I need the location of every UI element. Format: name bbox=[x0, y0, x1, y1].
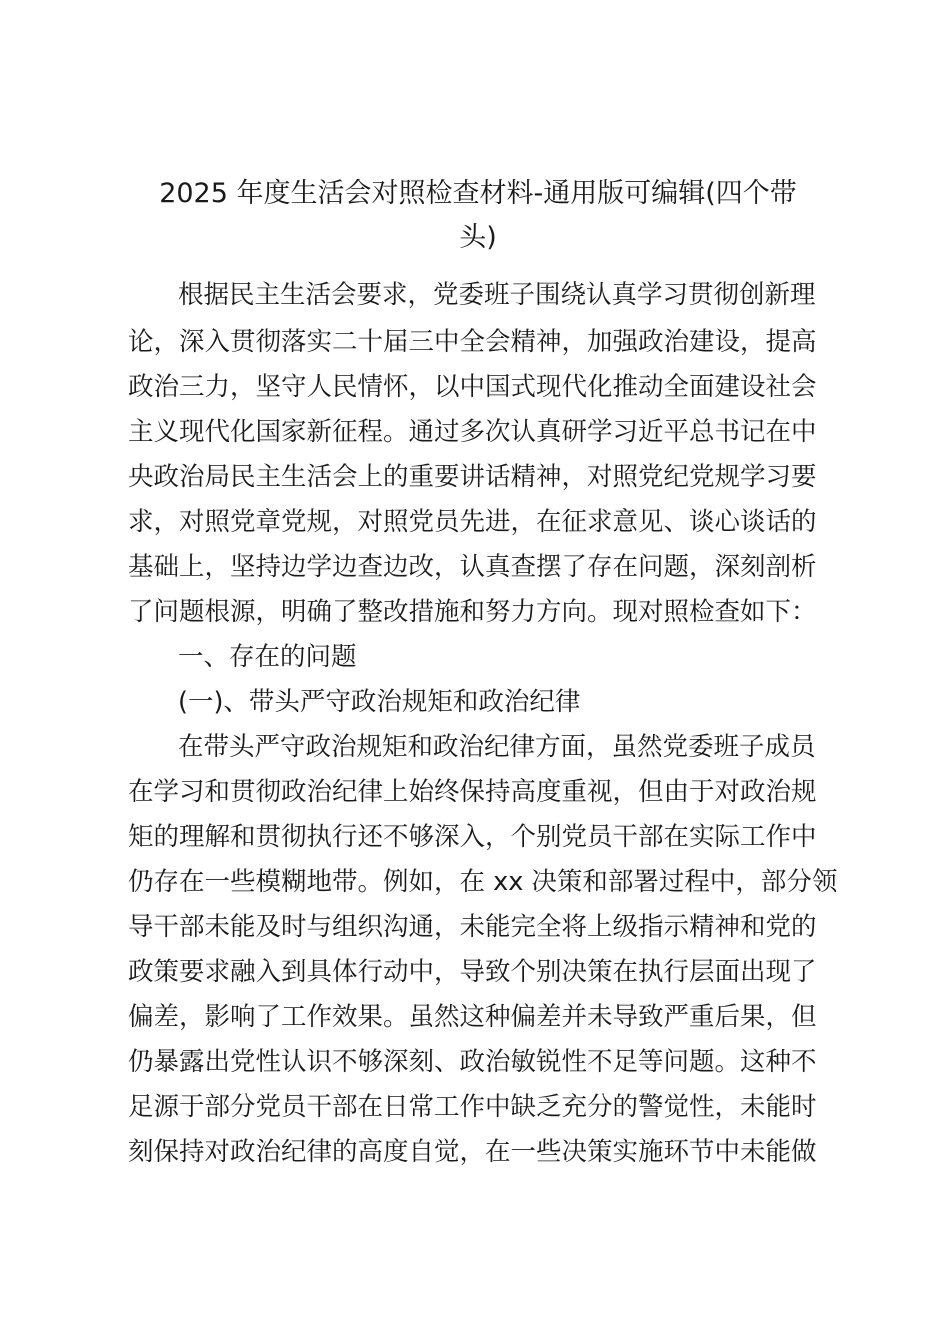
body-line: 央政治局民主生活会上的重要讲话精神，对照党纪党规学习要 bbox=[128, 462, 817, 492]
title-line-2: 头) bbox=[459, 222, 497, 253]
body-line: 导干部未能及时与组织沟通，未能完全将上级指示精神和党的 bbox=[128, 912, 817, 942]
body-line: 仍暴露出党性认识不够深刻、政治敏锐性不足等问题。这种不 bbox=[128, 1047, 817, 1077]
body-line: 主义现代化国家新征程。通过多次认真研学习近平总书记在中 bbox=[128, 417, 817, 447]
body-line: 刻保持对政治纪律的高度自觉，在一些决策实施环节中未能做 bbox=[128, 1137, 817, 1167]
body-line: 仍存在一些模糊地带。例如，在 xx 决策和部署过程中，部分领 bbox=[128, 867, 838, 897]
body-line: 基础上，坚持边学边查边改，认真查摆了存在问题，深刻剖析 bbox=[128, 552, 817, 582]
body-line: 足源于部分党员干部在日常工作中缺乏充分的警觉性，未能时 bbox=[128, 1092, 817, 1122]
body-line: 在学习和贯彻政治纪律上始终保持高度重视，但由于对政治规 bbox=[128, 777, 817, 807]
body-line: 偏差，影响了工作效果。虽然这种偏差并未导致严重后果，但 bbox=[128, 1002, 817, 1032]
body-line: 矩的理解和贯彻执行还不够深入，个别党员干部在实际工作中 bbox=[128, 822, 817, 852]
body-line: 政治三力，坚守人民情怀，以中国式现代化推动全面建设社会 bbox=[128, 372, 817, 402]
subsection-heading: (一)、带头严守政治规矩和政治纪律 bbox=[178, 687, 581, 717]
body-line: 了问题根源，明确了整改措施和努力方向。现对照检查如下： bbox=[128, 597, 817, 627]
body-line: 政策要求融入到具体行动中，导致个别决策在执行层面出现了 bbox=[128, 957, 817, 987]
document-title bbox=[128, 172, 828, 260]
body-line: 根据民主生活会要求，党委班子围绕认真学习贯彻创新理 bbox=[178, 280, 816, 310]
body-line: 在带头严守政治规矩和政治纪律方面，虽然党委班子成员 bbox=[178, 732, 816, 762]
section-heading: 一、存在的问题 bbox=[178, 642, 357, 672]
body-line: 论，深入贯彻落实二十届三中全会精神，加强政治建设，提高 bbox=[128, 327, 817, 357]
title-line-1: 2025 年度生活会对照检查材料-通用版可编辑(四个带 bbox=[159, 178, 797, 209]
body-line: 求，对照党章党规，对照党员先进，在征求意见、谈心谈话的 bbox=[128, 507, 817, 537]
